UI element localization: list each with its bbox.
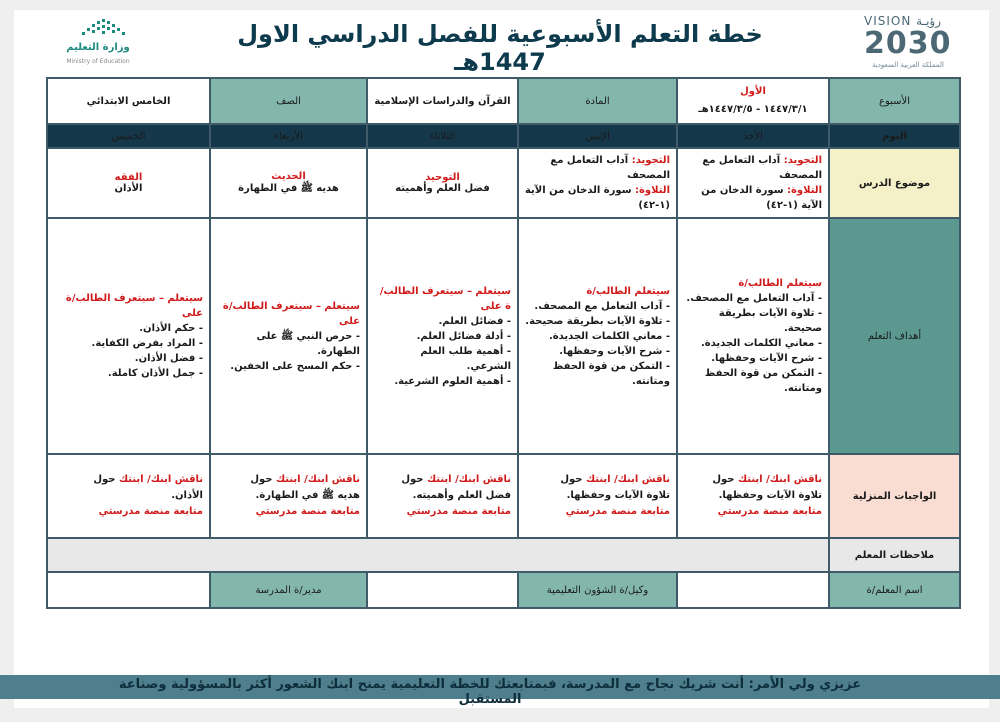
week-value-cell [677, 78, 829, 124]
ministry-name-ar: وزارة التعليم [66, 42, 130, 53]
objectives-tuesday: سيتعلم – سيتعرف الطالب/ة على - فضائل العلم. - أدلة فضائل العلم. - أهمية طلب العلم الشرعي. - أهمية العلوم الشرعية. [367, 218, 518, 454]
homework-monday: ناقش ابنك/ ابنتك حول تلاوة الآيات وحفظها. متابعة منصة مدرستي [518, 454, 677, 538]
notes-field[interactable] [47, 538, 829, 572]
vice-principal-field[interactable] [367, 572, 518, 608]
info-row [47, 78, 960, 124]
week-dates: ١٤٤٧/٣/١ - ١٤٤٧/٣/٥هـ [698, 104, 808, 115]
topic-thursday: الفقه الأذان [47, 148, 210, 218]
homework-sunday: ناقش ابنك/ ابنتك حول تلاوة الآيات وحفظها. متابعة منصة مدرستي [677, 454, 829, 538]
class-value: الخامس الابتدائي [47, 78, 210, 124]
day-thursday: الخميس [47, 124, 210, 148]
class-label: الصف [210, 78, 367, 124]
notes-label: ملاحظات المعلم [829, 538, 960, 572]
teacher-name-field[interactable] [677, 572, 829, 608]
subject-label: المادة [518, 78, 677, 124]
objectives-monday: سيتعلم الطالب/ة - آداب التعامل مع المصحف. - تلاوة الآيات بطريقة صحيحة. - معاني الكلمات الجديدة. - شرح الآيات وحفظها. - التمكن من قوة الحفظ ومتانته. [518, 218, 677, 454]
parent-message: عزيزي ولي الأمر: أنت شريك نجاح مع المدرسة، فبمتابعتك للخطة التعليمية يمنح ابنك الشعور أكثر بالمسؤولية وصناعة المستقبل [118, 677, 862, 707]
day-label: اليوم [829, 124, 960, 148]
homework-thursday: ناقش ابنك/ ابنتك حول الأذان. متابعة منصة مدرستي [47, 454, 210, 538]
vision-2030-logo [860, 14, 960, 72]
vision-year: 2030 [864, 26, 952, 61]
objectives-row [47, 218, 960, 454]
day-monday: الإثنين [518, 124, 677, 148]
objectives-label: أهداف التعلم [829, 218, 960, 454]
topic-tuesday: التوحيد فضل العلم وأهميته [367, 148, 518, 218]
objectives-wednesday: سيتعلم – سيتعرف الطالب/ة على - حرص النبي ﷺ على الطهارة. - حكم المسح على الخفين. [210, 218, 367, 454]
homework-label: الواجبات المنزلية [829, 454, 960, 538]
ministry-name-en: Ministry of Education [66, 58, 130, 65]
page-title: خطة التعلم الأسبوعية للفصل الدراسي الاول 1447هـ [237, 20, 763, 76]
principal-label: مدير/ة المدرسة [210, 572, 367, 608]
topic-sunday: التجويد: آداب التعامل مع المصحف التلاوة: سورة الدخان من الآية (١-٤٢) [677, 148, 829, 218]
homework-row [47, 454, 960, 538]
topic-wednesday: الحديث هديه ﷺ في الطهارة [210, 148, 367, 218]
homework-wednesday: ناقش ابنك/ ابنتك حول هديه ﷺ في الطهارة. متابعة منصة مدرستي [210, 454, 367, 538]
ministry-logo-icon [78, 18, 130, 42]
objectives-thursday: سيتعلم – سيتعرف الطالب/ة على - حكم الأذان. - المراد بفرض الكفاية. - فضل الأذان. - جمل الأذان كاملة. [47, 218, 210, 454]
parent-message-band [0, 675, 1000, 707]
vice-principal-label: وكيل/ة الشؤون التعليمية [518, 572, 677, 608]
week-value: الأول [740, 86, 766, 97]
vision-kingdom: المملكة العربية السعودية [872, 61, 944, 69]
week-label: الأسبوع [829, 78, 960, 124]
weekly-plan-table [46, 77, 961, 609]
day-tuesday: الثلاثاء [367, 124, 518, 148]
vision-label: VISION رؤيـة [864, 14, 942, 28]
days-row [47, 124, 960, 148]
signatures-row [47, 572, 960, 608]
topic-row [47, 148, 960, 218]
homework-tuesday: ناقش ابنك/ ابنتك حول فضل العلم وأهميته. متابعة منصة مدرستي [367, 454, 518, 538]
principal-field[interactable] [47, 572, 210, 608]
notes-row [47, 538, 960, 572]
subject-value: القرآن والدراسات الإسلامية [367, 78, 518, 124]
day-wednesday: الأربعاء [210, 124, 367, 148]
objectives-sunday: سيتعلم الطالب/ة - آداب التعامل مع المصحف. - تلاوة الآيات بطريقة صحيحة. - معاني الكلمات الجديدة. - شرح الآيات وحفظها. - التمكن من قوة الحفظ ومتانته. [677, 218, 829, 454]
day-sunday: الأحد [677, 124, 829, 148]
topic-monday: التجويد: آداب التعامل مع المصحف التلاوة: سورة الدخان من الآية (١-٤٢) [518, 148, 677, 218]
teacher-name-label: اسم المعلم/ة [829, 572, 960, 608]
topic-label: موضوع الدرس [829, 148, 960, 218]
ministry-logo [48, 18, 148, 70]
